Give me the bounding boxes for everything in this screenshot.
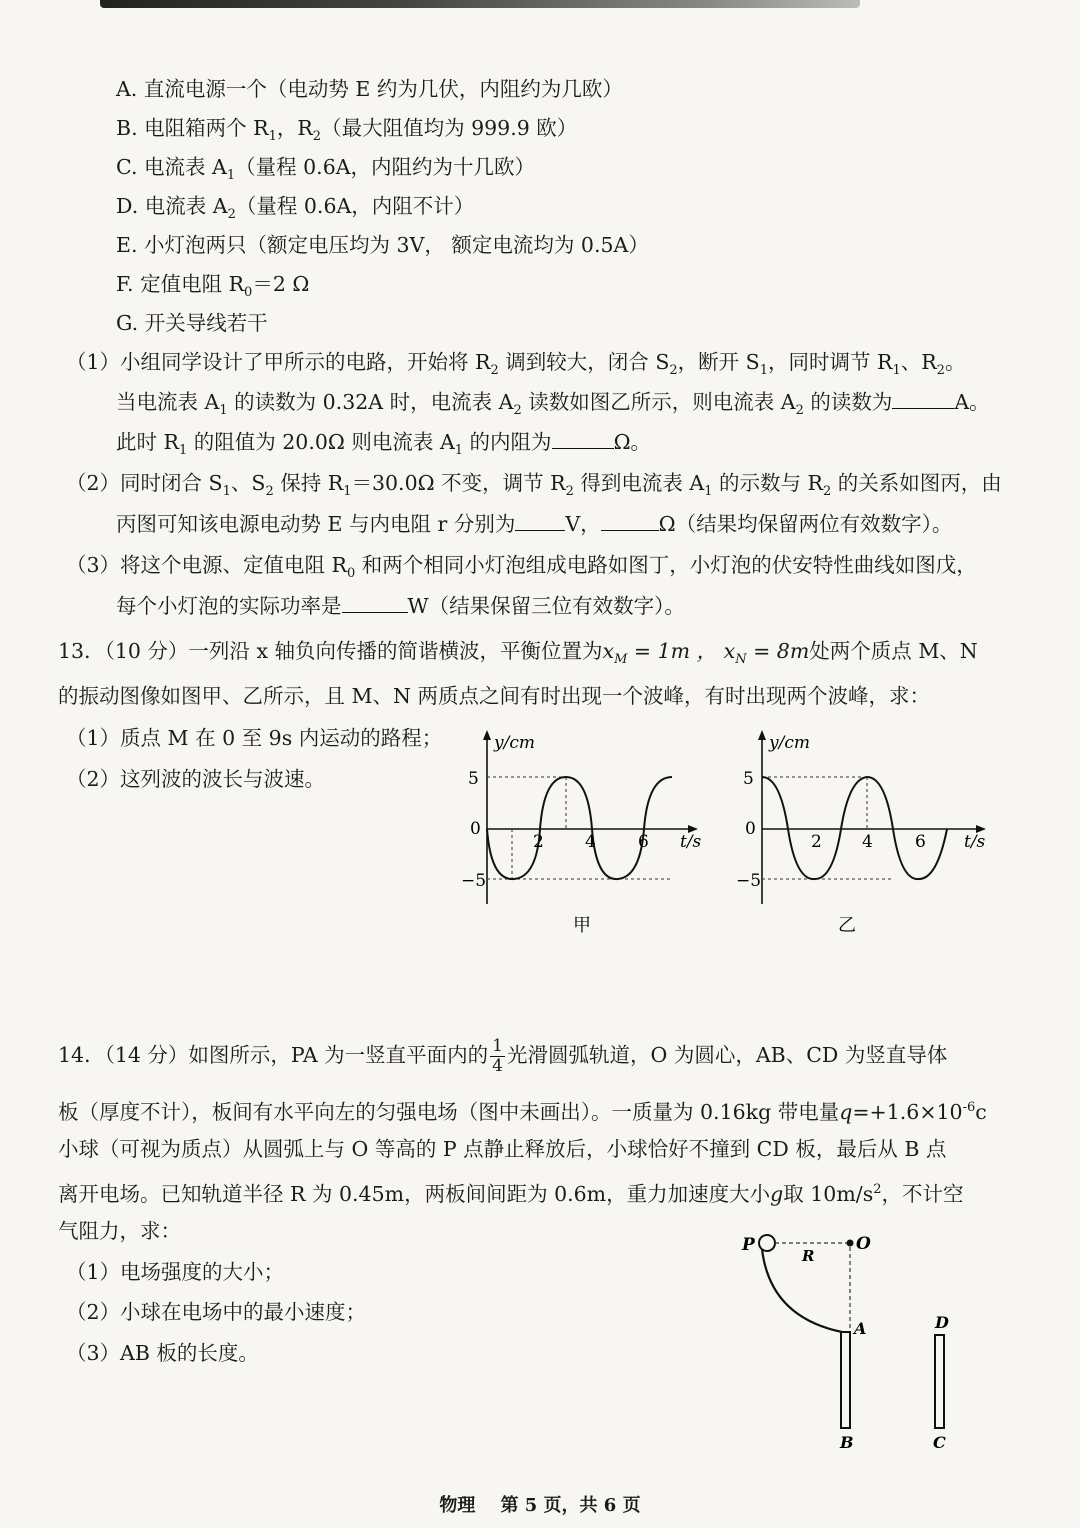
q12-part1-line2: 当电流表 $A_1$ 的读数为 0.32A 时，电流表 $A_2$ 读数如图乙所示，则电流表 $A_2$ 的读数为 A。 bbox=[116, 390, 990, 419]
ball-at-p bbox=[759, 1235, 775, 1251]
q12-part2-line1: （2）同时闭合 $S_1$、$S_2$ 保持 $R_1=30.0\Omega$ 不变，调节 $R_2$ 得到电流表 $A_1$ 的示数与 $R_2$ 的关系如图丙，由 bbox=[66, 471, 1002, 500]
y-tick-5: 5 bbox=[468, 769, 479, 789]
x-axis-label: t/s bbox=[680, 832, 702, 852]
q14-sub2: （2）小球在电场中的最小速度； bbox=[66, 1300, 367, 1324]
x-tick-2: 2 bbox=[533, 832, 544, 852]
plate-ab bbox=[841, 1332, 850, 1428]
y-axis-label: y/cm bbox=[769, 733, 810, 753]
x-tick-4: 4 bbox=[862, 832, 873, 852]
answer-blank[interactable] bbox=[601, 512, 659, 531]
graph-yi bbox=[735, 726, 995, 946]
plate-cd bbox=[935, 1335, 944, 1428]
track-diagram bbox=[730, 1222, 970, 1462]
option-f: F. 定值电阻 $R_0=2$ Ω bbox=[116, 272, 310, 301]
label-c: C bbox=[933, 1433, 946, 1452]
option-e: E. 小灯泡两只（额定电压均为 3V， 额定电流均为 0.5A） bbox=[116, 233, 649, 257]
caption-yi: 乙 bbox=[838, 915, 856, 936]
y-tick-5: 5 bbox=[743, 769, 754, 789]
q13-line1: 13．（10 分）一列沿 x 轴负向传播的简谐横波，平衡位置为$x_M = 1m$ ， $x_N = 8m$处两个质点 M、N bbox=[58, 639, 978, 668]
answer-blank[interactable] bbox=[342, 594, 408, 613]
q14-line4: 离开电场。已知轨道半径 R 为 0.45m，两板间间距为 0.6m，重力加速度大小g取 $10m/s^2$，不计空 bbox=[58, 1181, 964, 1206]
q14-line3: 小球（可视为质点）从圆弧上与 O 等高的 P 点静止释放后，小球恰好不撞到 CD 板，最后从 B 点 bbox=[58, 1137, 947, 1161]
q13-line2: 的振动图像如图甲、乙所示，且 M、N 两质点之间有时出现一个波峰，有时出现两个波峰，求： bbox=[58, 684, 930, 708]
graph-jia bbox=[460, 726, 710, 946]
y-axis-arrow bbox=[483, 730, 491, 740]
label-p: P bbox=[742, 1235, 755, 1255]
option-b: B. 电阻箱两个 $R_1$，$R_2$（最大阻值均为 999.9 欧） bbox=[116, 116, 578, 145]
q12-part3-line2: 每个小灯泡的实际功率是 W（结果保留三位有效数字）。 bbox=[116, 594, 685, 618]
sine-curve-m bbox=[487, 777, 672, 879]
top-scan-edge bbox=[100, 0, 860, 8]
q14-sub3: （3）AB 板的长度。 bbox=[66, 1341, 259, 1365]
q14-line1: 14．（14 分）如图所示，PA 为一竖直平面内的 $\frac{1}{4}$ 光滑圆弧轨道，O 为圆心，AB、CD 为竖直导体 bbox=[58, 1036, 948, 1076]
option-d: D. 电流表 $A_2$（量程 0.6A，内阻不计） bbox=[116, 194, 475, 223]
center-o-dot bbox=[847, 1240, 854, 1247]
q12-part3-line1: （3）将这个电源、定值电阻 $R_0$ 和两个相同小灯泡组成电路如图丁，小灯泡的伏安特性曲线如图戊， bbox=[66, 553, 977, 582]
page-footer: 物理 第 5 页，共 6 页 bbox=[439, 1495, 641, 1516]
y-tick-neg5: −5 bbox=[736, 871, 762, 891]
q13-sub1: （1）质点 M 在 0 至 9s 内运动的路程； bbox=[66, 726, 443, 750]
label-d: D bbox=[935, 1313, 949, 1332]
label-r: R bbox=[802, 1247, 815, 1265]
answer-blank[interactable] bbox=[892, 390, 954, 409]
q14-line5: 气阻力，求： bbox=[58, 1219, 181, 1243]
option-a: A. 直流电源一个（电动势 E 约为几伏，内阻约为几欧） bbox=[116, 77, 623, 101]
q14-line2: 板（厚度不计），板间有水平向左的匀强电场（图中未画出）。一质量为 0.16kg 带电量$q=+1.6\times 10^{-6}c$ bbox=[58, 1099, 987, 1124]
origin-label: 0 bbox=[745, 819, 756, 839]
option-g: G. 开关导线若干 bbox=[116, 311, 268, 335]
caption-jia: 甲 bbox=[573, 915, 591, 936]
cosine-curve-n bbox=[762, 777, 947, 879]
label-o: O bbox=[856, 1234, 871, 1254]
quarter-fraction: $\frac{1}{4}$ bbox=[492, 1036, 503, 1076]
q13-sub2: （2）这列波的波长与波速。 bbox=[66, 767, 326, 791]
x-tick-6: 6 bbox=[638, 832, 649, 852]
q12-part2-line2: 丙图可知该电源电动势 E 与内电阻 r 分别为 V， Ω（结果均保留两位有效数字）。 bbox=[116, 512, 953, 536]
origin-label: 0 bbox=[470, 819, 481, 839]
label-a: A bbox=[854, 1319, 867, 1338]
y-axis-label: y/cm bbox=[494, 733, 535, 753]
answer-blank[interactable] bbox=[515, 512, 565, 531]
label-b: B bbox=[840, 1433, 854, 1452]
y-tick-neg5: −5 bbox=[461, 871, 487, 891]
q14-sub1: （1）电场强度的大小； bbox=[66, 1260, 285, 1284]
x-tick-2: 2 bbox=[811, 832, 822, 852]
x-axis-label: t/s bbox=[964, 832, 986, 852]
q12-part1-line3: 此时 $R_1$ 的阻值为 20.0Ω 则电流表 $A_1$ 的内阻为 Ω。 bbox=[116, 430, 652, 459]
x-tick-4: 4 bbox=[585, 832, 596, 852]
x-tick-6: 6 bbox=[915, 832, 926, 852]
q12-part1-line1: （1）小组同学设计了甲所示的电路，开始将 $R_2$ 调到较大，闭合 $S_2$，断开 $S_1$，同时调节 $R_1$、$R_2$。 bbox=[66, 350, 966, 379]
y-axis-arrow bbox=[758, 730, 766, 740]
answer-blank[interactable] bbox=[552, 430, 614, 449]
option-c: C. 电流表 $A_1$（量程 0.6A，内阻约为十几欧） bbox=[116, 155, 536, 184]
